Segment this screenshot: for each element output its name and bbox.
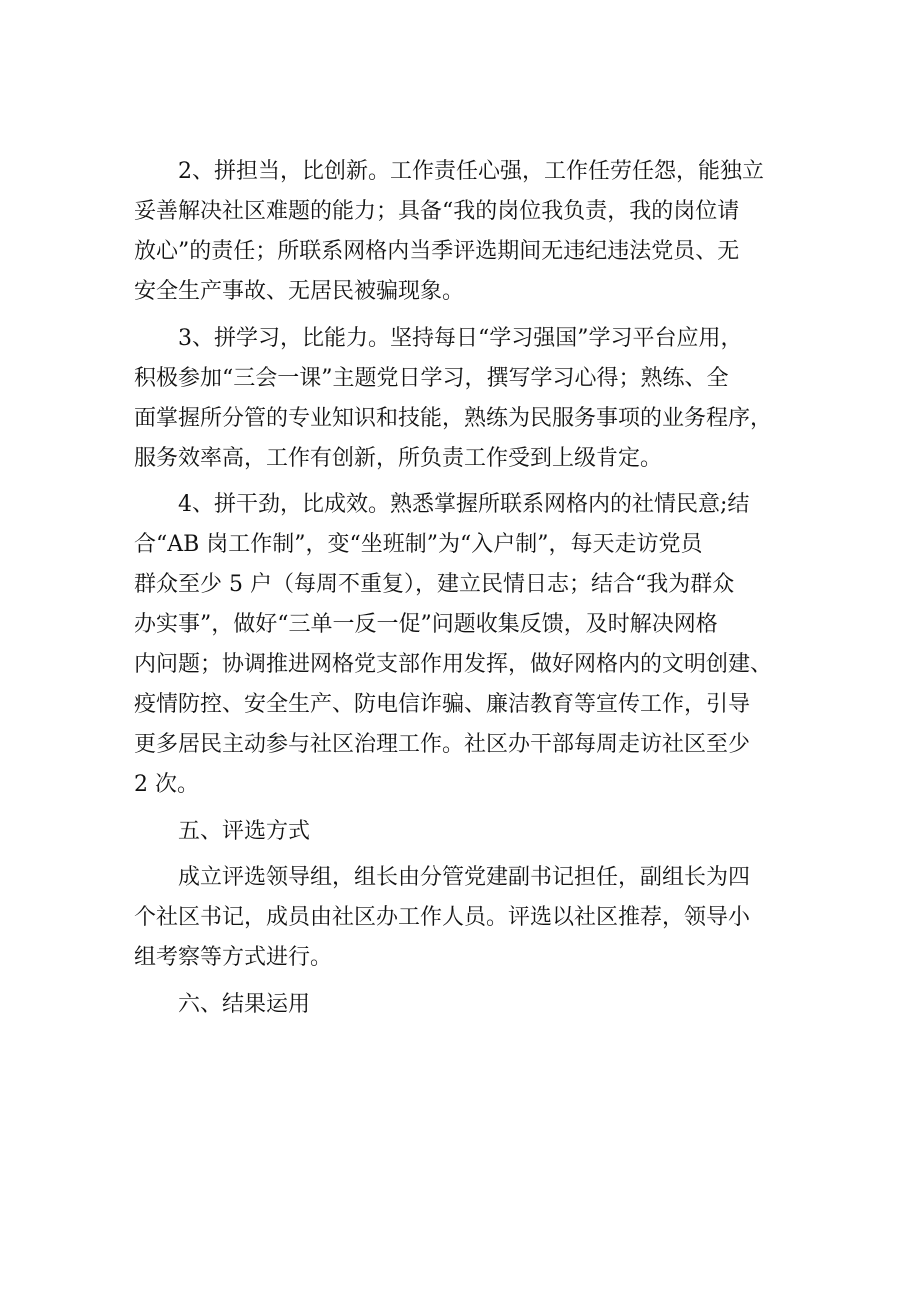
text-line: 合“AB 岗工作制”，变“坐班制”为“入户制”，每天走访党员: [134, 532, 703, 557]
text-line: 组考察等方式进行。: [134, 945, 333, 970]
text-line: 2、拼担当，比创新。工作责任心强，工作任劳任怨，能独立: [178, 159, 764, 184]
text-line: 2 次。: [134, 772, 199, 797]
text-line: 放心”的责任；所联系网格内当季评选期间无违纪违法党员、无: [134, 239, 740, 264]
text-line: 内问题；协调推进网格党支部作用发挥，做好网格内的文明创建、: [134, 652, 773, 677]
text-line: 服务效率高，工作有创新，所负责工作受到上级肯定。: [134, 445, 663, 471]
paragraph-evaluation-method: [134, 858, 794, 978]
text-line: 面掌握所分管的专业知识和技能，熟练为民服务事项的业务程序，: [134, 405, 773, 431]
text-line: 办实事”，做好“三单一反一促”问题收集反馈，及时解决网格: [134, 612, 718, 637]
section-heading-result-application: 六、结果运用: [178, 991, 311, 1017]
document-body: [134, 152, 794, 1031]
text-line: 安全生产事故、无居民被骗现象。: [134, 279, 465, 304]
paragraph-item-3: [134, 319, 794, 479]
text-line: 更多居民主动参与社区治理工作。社区办干部每周走访社区至少: [134, 732, 751, 757]
paragraph-item-2: [134, 152, 794, 312]
paragraph-item-4: [134, 485, 794, 805]
text-line: 4、拼干劲，比成效。熟悉掌握所联系网格内的社情民意;结: [178, 492, 750, 517]
text-line: 个社区书记，成员由社区办工作人员。评选以社区推荐，领导小: [134, 905, 751, 930]
text-line: 群众至少 5 户（每周不重复），建立民情日志；结合“我为群众: [134, 572, 735, 597]
text-line: 3、拼学习，比能力。坚持每日“学习强国”学习平台应用，: [178, 325, 743, 351]
text-line: 成立评选领导组，组长由分管党建副书记担任，副组长为四: [178, 865, 751, 890]
text-line: 积极参加“三会一课”主题党日学习，撰写学习心得；熟练、全: [134, 365, 729, 391]
section-heading-evaluation-method: 五、评选方式: [178, 818, 311, 844]
text-line: 疫情防控、安全生产、防电信诈骗、廉洁教育等宣传工作，引导: [134, 692, 751, 717]
text-line: 妥善解决社区难题的能力；具备“我的岗位我负责，我的岗位请: [134, 199, 740, 224]
